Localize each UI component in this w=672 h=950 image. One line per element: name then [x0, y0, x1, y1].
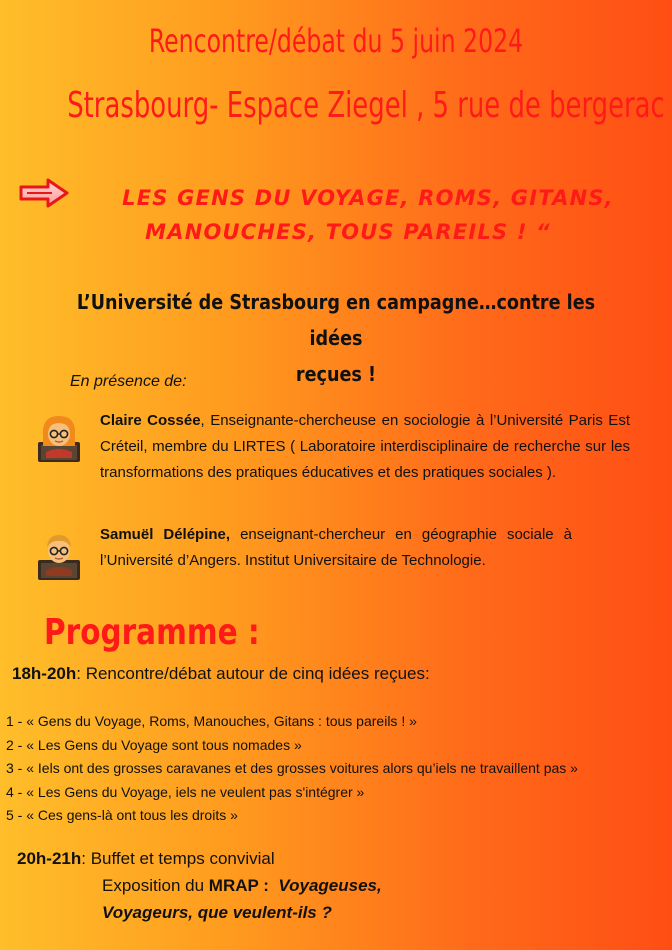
exhibition-title-1: Voyageuses, [278, 876, 382, 895]
slot-text: : Buffet et temps convivial [81, 849, 275, 868]
event-date-heading: Rencontre/débat du 5 juin 2024 [148, 22, 524, 60]
campaign-line-2: reçues ! [295, 362, 377, 386]
speaker-name: Claire Cossée [100, 412, 201, 429]
theme-line-2: MANOUCHES, TOUS PAREILS ! “ [145, 220, 551, 244]
slot-text: : Rencontre/débat autour de cinq idées reçues: [76, 664, 430, 683]
slot-time: 20h-21h [17, 849, 82, 868]
ideas-list [6, 710, 578, 828]
slot-time: 18h-20h [12, 664, 77, 683]
exhibition-org: MRAP : [208, 876, 269, 895]
man-teacher-icon [36, 530, 82, 582]
list-item: 3 - « Iels ont des grosses caravanes et des grosses voitures alors qu’iels ne travaillent pas » [6, 760, 578, 776]
campaign-line-1: L’Université de Strasbourg en campagne…contre les idées [76, 290, 596, 350]
programme-title: Programme : [44, 612, 260, 653]
list-item: 5 - « Ces gens-là ont tous les droits » [6, 807, 238, 823]
presence-label: En présence de: [70, 373, 187, 390]
woman-teacher-icon [36, 412, 82, 464]
event-location-heading: Strasbourg- Espace Ziegel , 5 rue de bergerac [67, 85, 665, 126]
theme-line-1: LES GENS DU VOYAGE, ROMS, GITANS, [122, 186, 614, 210]
exhibition-prefix: Exposition du [102, 876, 209, 895]
right-arrow-icon [18, 178, 70, 208]
programme-slot-2 [17, 845, 382, 926]
theme-title [78, 181, 658, 249]
speaker-description: enseignant-chercheur en géographie sociale à l’Université d’Angers. Institut Universitaire de Technologie. [100, 526, 572, 569]
list-item: 2 - « Les Gens du Voyage sont tous nomades » [6, 736, 302, 753]
exhibition-line [17, 872, 382, 899]
speaker-name: Samuël Délépine, [100, 526, 231, 543]
list-item: 1 - « Gens du Voyage, Roms, Manouches, Gitans : tous pareils ! » [6, 713, 417, 729]
speaker-description: , Enseignante-chercheuse en sociologie à l’Université Paris Est Créteil, membre du LIRTES ( Laboratoire interdisciplinaire de recherche sur les transformations des pratiques éducatives et des pratiques sociales ). [100, 412, 630, 481]
exhibition-title-2: Voyageurs, que veulent-ils ? [102, 903, 332, 922]
speaker-claire-cossee [100, 408, 630, 486]
list-item: 4 - « Les Gens du Voyage, iels ne veulent pas s'intégrer » [6, 783, 365, 800]
programme-slot-1 [12, 664, 430, 684]
speaker-samuel-delepine [100, 522, 572, 574]
